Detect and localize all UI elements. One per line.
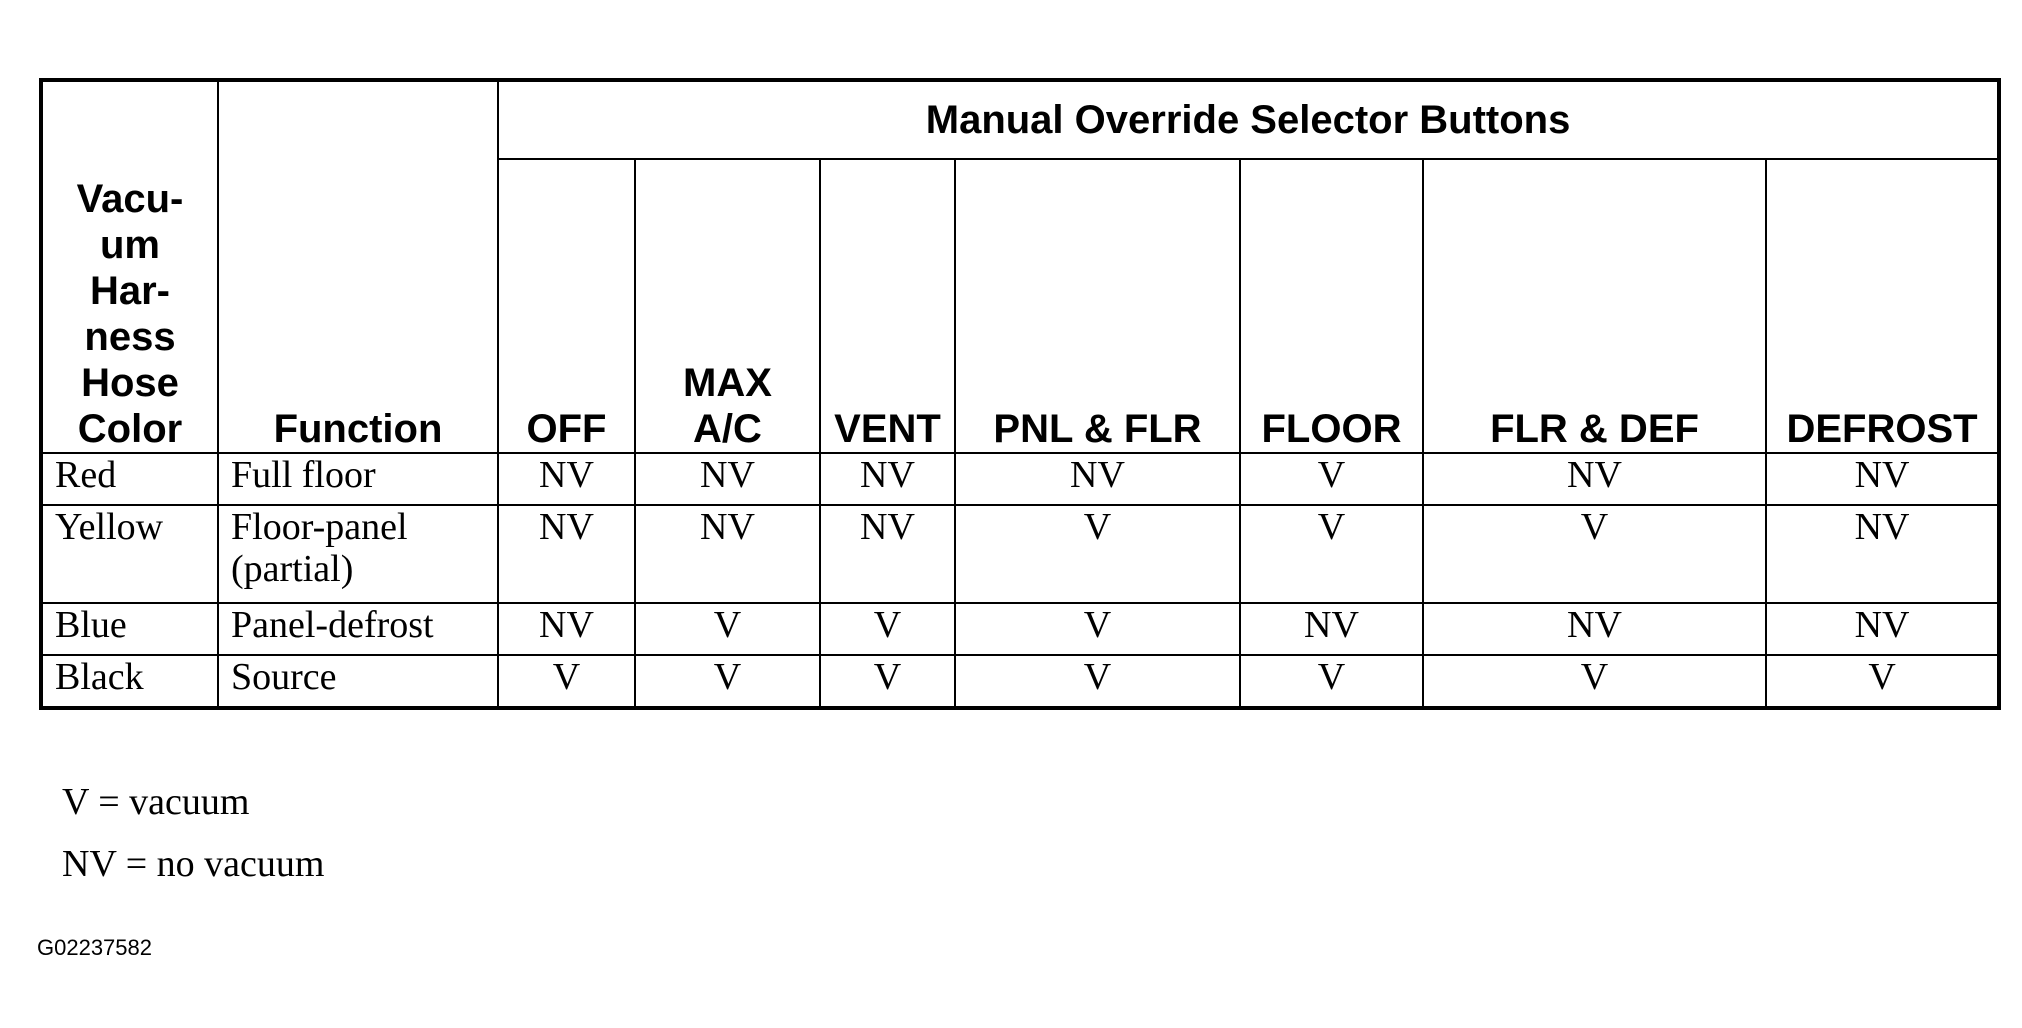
value-cell: V	[498, 655, 635, 708]
table-row	[41, 603, 1999, 655]
value-cell: NV	[820, 505, 955, 603]
function-cell: Floor-panel (partial)	[218, 505, 498, 603]
value-cell: NV	[498, 603, 635, 655]
table-row	[41, 505, 1999, 603]
value-cell: NV	[820, 453, 955, 505]
value-cell: NV	[1423, 453, 1766, 505]
value-cell: V	[1766, 655, 1999, 708]
value-cell: V	[635, 655, 820, 708]
value-cell: V	[1423, 505, 1766, 603]
hose-color-cell: Black	[41, 655, 218, 708]
button-header-pnl-flr: PNL & FLR	[955, 159, 1240, 453]
table-row	[41, 453, 1999, 505]
value-cell: NV	[498, 505, 635, 603]
selector-buttons-group-header: Manual Override Selector Buttons	[498, 80, 1999, 159]
value-cell: NV	[1423, 603, 1766, 655]
value-cell: NV	[1766, 603, 1999, 655]
function-header: Function	[218, 80, 498, 453]
button-header-flr-def: FLR & DEF	[1423, 159, 1766, 453]
function-cell: Panel-defrost	[218, 603, 498, 655]
function-cell: Full floor	[218, 453, 498, 505]
button-header-max-ac: MAX A/C	[635, 159, 820, 453]
group-header-row	[41, 80, 1999, 159]
button-header-floor: FLOOR	[1240, 159, 1423, 453]
hose-color-cell: Yellow	[41, 505, 218, 603]
function-cell: Source	[218, 655, 498, 708]
value-cell: V	[635, 603, 820, 655]
value-cell: V	[955, 603, 1240, 655]
legend-vacuum: V = vacuum	[62, 781, 250, 823]
value-cell: NV	[1240, 603, 1423, 655]
value-cell: V	[1240, 505, 1423, 603]
value-cell: V	[820, 603, 955, 655]
value-cell: NV	[1766, 505, 1999, 603]
hose-color-cell: Blue	[41, 603, 218, 655]
value-cell: V	[955, 505, 1240, 603]
value-cell: NV	[498, 453, 635, 505]
value-cell: V	[820, 655, 955, 708]
legend-no-vacuum: NV = no vacuum	[62, 843, 325, 885]
value-cell: NV	[635, 505, 820, 603]
button-header-vent: VENT	[820, 159, 955, 453]
hose-color-header: Vacu- um Har- ness Hose Color	[41, 80, 218, 453]
button-header-off: OFF	[498, 159, 635, 453]
value-cell: V	[1240, 655, 1423, 708]
value-cell: NV	[1766, 453, 1999, 505]
value-cell: NV	[955, 453, 1240, 505]
figure-id: G02237582	[37, 935, 152, 960]
value-cell: V	[1240, 453, 1423, 505]
hose-color-cell: Red	[41, 453, 218, 505]
value-cell: V	[1423, 655, 1766, 708]
value-cell: V	[955, 655, 1240, 708]
value-cell: NV	[635, 453, 820, 505]
table-row	[41, 655, 1999, 708]
button-header-defrost: DEFROST	[1766, 159, 1999, 453]
vacuum-harness-table	[39, 78, 2001, 710]
